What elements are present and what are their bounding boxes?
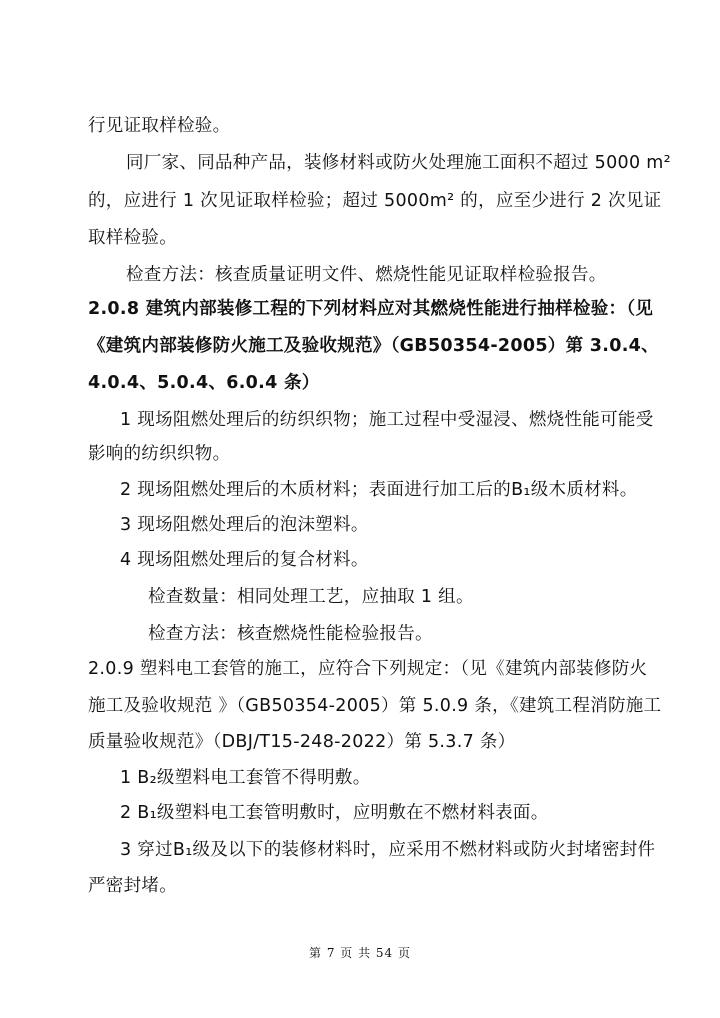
list-item: 2 现场阻燃处理后的木质材料；表面进行加工后的B₁级木质材料。 xyxy=(120,480,638,500)
list-item: 3 穿过B₁级及以下的装修材料时，应采用不燃材料或防火封堵密封件 xyxy=(120,840,656,860)
text-line: 行见证取样检验。 xyxy=(88,116,231,136)
text-line: 取样检验。 xyxy=(88,228,177,248)
text-line: 施工及验收规范 》（GB50354-2005）第 5.0.9 条，《建筑工程消防施工 xyxy=(88,696,662,716)
list-item: 1 B₂级塑料电工套管不得明敷。 xyxy=(120,768,371,788)
list-item: 1 现场阻燃处理后的纺织织物；施工过程中受湿浸、燃烧性能可能受 xyxy=(120,410,654,430)
section-heading-line: 4.0.4、5.0.4、6.0.4 条） xyxy=(88,373,320,393)
list-item: 3 现场阻燃处理后的泡沫塑料。 xyxy=(120,515,369,535)
text-line: 同厂家、同品种产品，装修材料或防火处理施工面积不超过 5000 m² xyxy=(126,153,671,173)
section-heading-2-0-9: 2.0.9 塑料电工套管的施工，应符合下列规定：（见《建筑内部装修防火 xyxy=(88,659,648,679)
text-line: 质量验收规范》（DBJ/T15-248-2022）第 5.3.7 条） xyxy=(88,732,516,752)
list-item: 2 B₁级塑料电工套管明敷时，应明敷在不燃材料表面。 xyxy=(120,803,549,823)
text-line: 严密封堵。 xyxy=(88,876,177,896)
page-number-footer: 第 7 页 共 54 页 xyxy=(309,946,411,960)
text-line: 检查方法：核查质量证明文件、燃烧性能见证取样检验报告。 xyxy=(126,265,607,285)
list-item: 4 现场阻燃处理后的复合材料。 xyxy=(120,550,369,570)
text-line: 检查方法：核查燃烧性能检验报告。 xyxy=(148,624,433,644)
text-line: 检查数量：相同处理工艺，应抽取 1 组。 xyxy=(148,587,474,607)
section-heading-2-0-8: 2.0.8 建筑内部装修工程的下列材料应对其燃烧性能进行抽样检验：（见 xyxy=(88,299,654,319)
text-line: 影响的纺织织物。 xyxy=(88,444,231,464)
section-heading-line: 《建筑内部装修防火施工及验收规范》（GB50354-2005）第 3.0.4、 xyxy=(88,336,659,356)
text-line: 的，应进行 1 次见证取样检验；超过 5000m² 的，应至少进行 2 次见证 xyxy=(88,191,662,211)
